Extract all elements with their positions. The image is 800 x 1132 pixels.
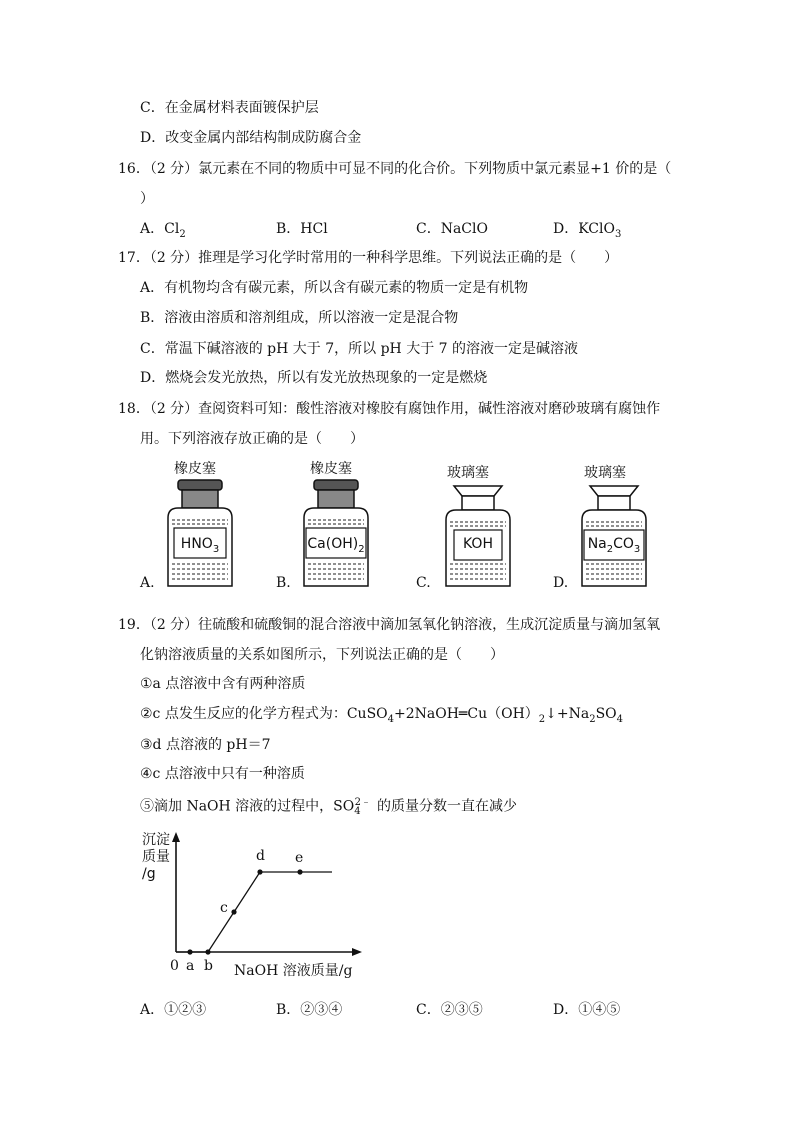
q16-option-d: D．KClO$_3$ (553, 221, 622, 240)
bottle-a-icon (160, 478, 240, 590)
bottle-b-icon (296, 478, 376, 590)
x-axis-label: NaOH 溶液质量/g (234, 963, 353, 979)
q19-answer-a: A．①②③ (140, 1002, 207, 1018)
q19-answer-c: C．②③⑤ (416, 1002, 483, 1018)
q18-option-a: A. (140, 575, 155, 591)
bottle-c-cap-label: 玻璃塞 (447, 465, 489, 481)
point-e-label: e (295, 850, 304, 866)
q18-option-c: C. (416, 575, 431, 591)
q17-option-c: C．常温下碱溶液的 pH 大于 7，所以 pH 大于 7 的溶液一定是碱溶液 (140, 341, 579, 357)
point-d (257, 869, 262, 874)
q19-answer-d: D．①④⑤ (553, 1002, 621, 1018)
q18-option-b: B. (276, 575, 291, 591)
q17-option-b: B．溶液由溶质和溶剂组成，所以溶液一定是混合物 (140, 310, 459, 326)
origin-label: 0 (170, 958, 179, 974)
y-axis-label: 沉淀 质量 /g (142, 832, 170, 882)
q19-answer-b: B．②③④ (276, 1002, 343, 1018)
q19-stem: 19．（2 分）往硫酸和硫酸铜的混合溶液中滴加氢氧化钠溶液，生成沉淀质量与滴加氢氧 (118, 617, 661, 633)
point-a-label: a (186, 958, 195, 974)
point-a (187, 949, 192, 954)
q16-option-a: A．$Cl_2$ (140, 221, 186, 240)
point-e (297, 869, 302, 874)
point-b-label: b (204, 958, 213, 974)
bottle-a-label: $HNO_3$ (180, 536, 220, 555)
q18-stem-cont: 用。下列溶液存放正确的是（ ） (140, 431, 364, 447)
bottle-d-label: $Na_2CO_3$ (587, 536, 641, 555)
q16-stem-close: ） (140, 191, 154, 207)
q17-option-a: A．有机物均含有碳元素，所以含有碳元素的物质一定是有机物 (140, 280, 529, 296)
q18-option-d: D. (553, 575, 569, 591)
q16-option-b: B．HCl (276, 221, 328, 237)
bottle-d-cap-label: 玻璃塞 (584, 465, 626, 481)
point-b (205, 949, 210, 954)
bottle-c-label: KOH (463, 536, 493, 552)
q19-stem-cont: 化钠溶液质量的关系如图所示，下列说法正确的是（ ） (140, 647, 504, 663)
precipitate-curve (176, 872, 332, 952)
q19-statement-5: ⑤滴加 NaOH 溶液的过程中，$SO_4^{2﹣}$ 的质量分数一直在减少 (140, 797, 518, 818)
bottle-b-label: $Ca(OH)_2$ (307, 536, 365, 555)
q15-option-c: C．在金属材料表面镀保护层 (140, 100, 319, 116)
q19-statement-2: ②c 点发生反应的化学方程式为：$CuSO_4+2NaOH═Cu(OH)_2↓+Na_2SO_4$ (140, 706, 624, 725)
bottle-a-cap-label: 橡皮塞 (174, 461, 216, 477)
q16-option-c: C．NaClO (416, 221, 488, 237)
q19-statement-1: ①a 点溶液中含有两种溶质 (140, 676, 306, 692)
x-axis-arrow-icon (352, 948, 362, 956)
q17-option-d: D．燃烧会发光放热，所以有发光放热现象的一定是燃烧 (140, 370, 488, 386)
q17-stem: 17．（2 分）推理是学习化学时常用的一种科学思维。下列说法正确的是（ ） (118, 250, 619, 266)
q19-statement-4: ④c 点溶液中只有一种溶质 (140, 766, 305, 782)
point-d-label: d (256, 848, 265, 864)
q16-stem: 16．（2 分）氯元素在不同的物质中可显不同的化合价。下列物质中氯元素显+1 价的是（ (118, 161, 672, 177)
point-c-label: c (220, 900, 228, 916)
point-c (231, 909, 236, 914)
q19-statement-3: ③d 点溶液的 pH＝7 (140, 737, 271, 753)
bottle-b-cap-label: 橡皮塞 (310, 461, 352, 477)
y-axis-arrow-icon (172, 832, 180, 842)
q18-stem: 18．（2 分）查阅资料可知：酸性溶液对橡胶有腐蚀作用，碱性溶液对磨砂玻璃有腐蚀作 (118, 401, 661, 417)
q15-option-d: D．改变金属内部结构制成防腐合金 (140, 130, 362, 146)
